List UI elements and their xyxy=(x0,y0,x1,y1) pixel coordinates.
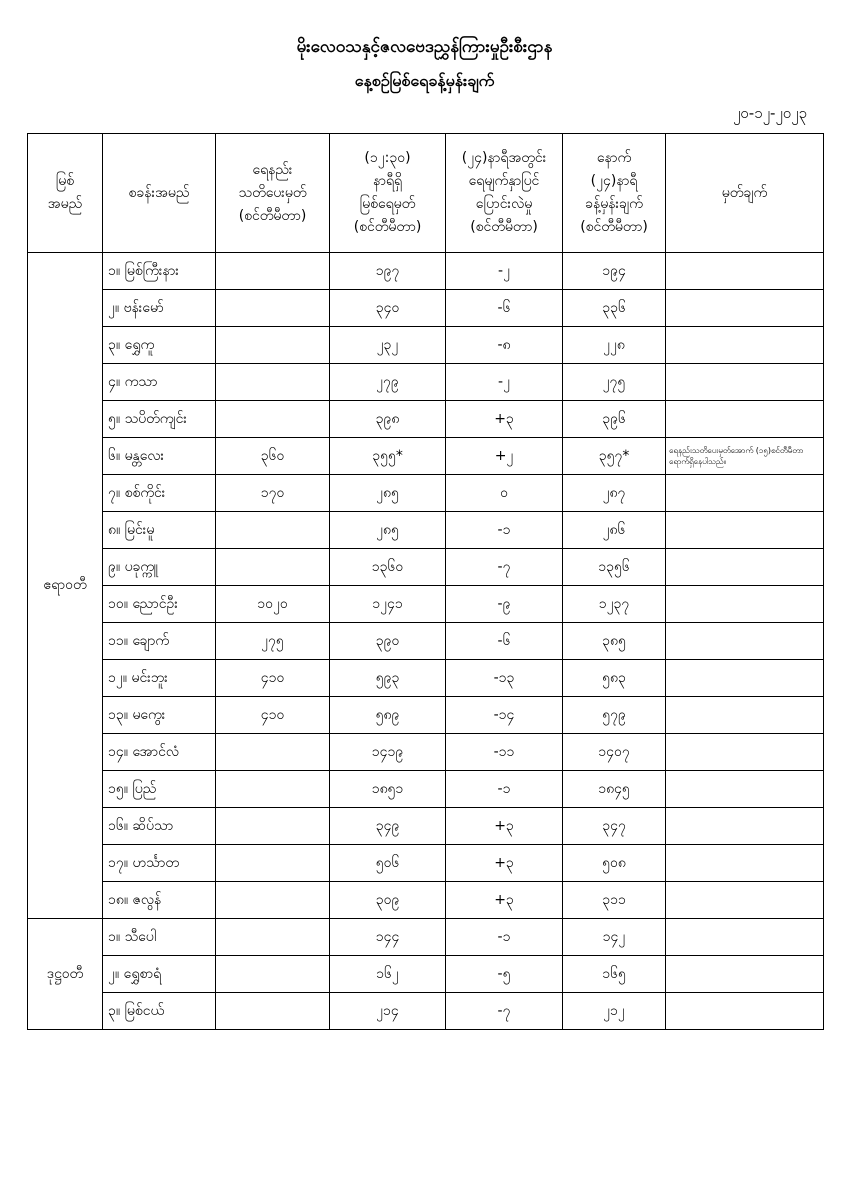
forecast-cell: ၁၄၂ xyxy=(563,919,666,956)
danger-cell xyxy=(216,549,330,586)
table-row xyxy=(28,771,824,808)
station-name-cell: ၅။ သပိတ်ကျင်း xyxy=(103,401,216,438)
table-row xyxy=(28,512,824,549)
table-row xyxy=(28,956,824,993)
remark-cell: ရေနည်းသတိပေးမှတ်အောက် (၁၅)စင်တီမီတာရောက်ရှိနေပါသည်။ xyxy=(666,438,824,475)
danger-cell: ၄၁၀ xyxy=(216,660,330,697)
observed-cell: ၁၄၁၉ xyxy=(330,734,446,771)
forecast-cell: ၅၇၉ xyxy=(563,697,666,734)
forecast-cell: ၁၄၀၇ xyxy=(563,734,666,771)
table-row xyxy=(28,697,824,734)
header-station: စခန်းအမည် xyxy=(103,134,216,253)
table-row xyxy=(28,253,824,290)
station-name-cell: ၁၈။ ဇလွန် xyxy=(103,882,216,919)
table-row xyxy=(28,401,824,438)
remark-cell xyxy=(666,290,824,327)
remark-cell xyxy=(666,808,824,845)
remark-cell xyxy=(666,401,824,438)
table-row xyxy=(28,660,824,697)
danger-cell: ၂၇၅ xyxy=(216,623,330,660)
observed-cell: ၂၈၅ xyxy=(330,475,446,512)
forecast-cell: ၃၁၁ xyxy=(563,882,666,919)
forecast-cell: ၃၅၇* xyxy=(563,438,666,475)
change-cell: -၆ xyxy=(446,290,563,327)
observed-cell: ၅၀၆ xyxy=(330,845,446,882)
observed-cell: ၁၂၄၁ xyxy=(330,586,446,623)
danger-cell xyxy=(216,290,330,327)
station-name-cell: ၁။ သီပေါ xyxy=(103,919,216,956)
header-forecast: နောက် (၂၄)နာရီ ခန့်မှန်းချက် (စင်တီမီတာ) xyxy=(563,134,666,253)
danger-cell xyxy=(216,956,330,993)
change-cell: +၃ xyxy=(446,808,563,845)
change-cell: -၁ xyxy=(446,512,563,549)
table-row xyxy=(28,438,824,475)
remark-cell xyxy=(666,882,824,919)
header-danger-level: ရေနည်း သတိပေးမှတ် (စင်တီမီတာ) xyxy=(216,134,330,253)
remark-cell xyxy=(666,697,824,734)
change-cell: -၉ xyxy=(446,586,563,623)
observed-cell: ၅၉၃ xyxy=(330,660,446,697)
remark-cell xyxy=(666,364,824,401)
observed-cell: ၁၈၅၁ xyxy=(330,771,446,808)
observed-cell: ၁၄၄ xyxy=(330,919,446,956)
danger-cell xyxy=(216,919,330,956)
observed-cell: ၅၈၉ xyxy=(330,697,446,734)
remark-cell xyxy=(666,475,824,512)
table-row xyxy=(28,327,824,364)
remark-cell xyxy=(666,734,824,771)
station-name-cell: ၂။ ဗန်းမော် xyxy=(103,290,216,327)
danger-cell xyxy=(216,771,330,808)
remark-cell xyxy=(666,845,824,882)
report-date: ၂၀-၁၂-၂၀၂၃ xyxy=(732,104,807,122)
observed-cell: ၃၄၀ xyxy=(330,290,446,327)
table-row xyxy=(28,993,824,1030)
station-name-cell: ၁၃။ မကွေး xyxy=(103,697,216,734)
forecast-cell: ၂၈၆ xyxy=(563,512,666,549)
danger-cell xyxy=(216,734,330,771)
change-cell: -၁ xyxy=(446,919,563,956)
remark-cell xyxy=(666,771,824,808)
table-row xyxy=(28,623,824,660)
observed-cell: ၃၄၉ xyxy=(330,808,446,845)
change-cell: -၁ xyxy=(446,771,563,808)
station-name-cell: ၆။ မန္တလေး xyxy=(103,438,216,475)
change-cell: -၈ xyxy=(446,327,563,364)
header-observed-level: (၁၂:၃၀) နာရီရှိ မြစ်ရေမှတ် (စင်တီမီတာ) xyxy=(330,134,446,253)
observed-cell: ၂၇၉ xyxy=(330,364,446,401)
table-row xyxy=(28,549,824,586)
danger-cell xyxy=(216,364,330,401)
forecast-cell: ၅၈၃ xyxy=(563,660,666,697)
forecast-cell: ၁၃၅၆ xyxy=(563,549,666,586)
remark-cell xyxy=(666,956,824,993)
remark-cell xyxy=(666,327,824,364)
danger-cell: ၃၆၀ xyxy=(216,438,330,475)
observed-cell: ၃၅၅* xyxy=(330,438,446,475)
danger-cell xyxy=(216,327,330,364)
forecast-cell: ၁၆၅ xyxy=(563,956,666,993)
remark-cell xyxy=(666,549,824,586)
station-name-cell: ၁၄။ အောင်လံ xyxy=(103,734,216,771)
header-river: မြစ် အမည် xyxy=(28,134,103,253)
observed-cell: ၁၆၂ xyxy=(330,956,446,993)
table-row xyxy=(28,475,824,512)
change-cell: ၀ xyxy=(446,475,563,512)
observed-cell: ၃၉၈ xyxy=(330,401,446,438)
remark-cell xyxy=(666,512,824,549)
page-title: မိုးလေဝသနှင့်ဇလဗေဒညွှန်ကြားမှုဦးစီးဌာန xyxy=(296,37,553,57)
station-name-cell: ၃။ မြစ်ငယ် xyxy=(103,993,216,1030)
table-row xyxy=(28,734,824,771)
observed-cell: ၂၃၂ xyxy=(330,327,446,364)
station-name-cell: ၇။ စစ်ကိုင်း xyxy=(103,475,216,512)
danger-cell xyxy=(216,512,330,549)
forecast-cell: ၃၄၇ xyxy=(563,808,666,845)
danger-cell xyxy=(216,401,330,438)
danger-cell xyxy=(216,845,330,882)
danger-cell: ၁၀၂၀ xyxy=(216,586,330,623)
observed-cell: ၃၉၀ xyxy=(330,623,446,660)
change-cell: -၇ xyxy=(446,549,563,586)
change-cell: +၂ xyxy=(446,438,563,475)
table-row xyxy=(28,290,824,327)
remark-cell xyxy=(666,660,824,697)
forecast-cell: ၁၉၄ xyxy=(563,253,666,290)
table-row xyxy=(28,364,824,401)
station-name-cell: ၉။ ပခုက္ကူ xyxy=(103,549,216,586)
forecast-cell: ၁၈၄၅ xyxy=(563,771,666,808)
station-name-cell: ၂။ ရွှေစာရံ xyxy=(103,956,216,993)
change-cell: -၂ xyxy=(446,364,563,401)
table-header-row xyxy=(28,134,824,253)
table-body xyxy=(28,253,824,1030)
station-name-cell: ၃။ ရွှေကူ xyxy=(103,327,216,364)
remark-cell xyxy=(666,253,824,290)
observed-cell: ၂၈၅ xyxy=(330,512,446,549)
station-name-cell: ၁၆။ ဆိပ်သာ xyxy=(103,808,216,845)
river-name-cell: ဧရာဝတီ xyxy=(28,253,103,919)
remark-cell xyxy=(666,993,824,1030)
table-row xyxy=(28,808,824,845)
change-cell: -၇ xyxy=(446,993,563,1030)
table-row xyxy=(28,882,824,919)
forecast-cell: ၂၇၅ xyxy=(563,364,666,401)
remark-cell xyxy=(666,586,824,623)
change-cell: +၃ xyxy=(446,882,563,919)
change-cell: -၁၃ xyxy=(446,660,563,697)
forecast-cell: ၃၉၆ xyxy=(563,401,666,438)
remark-cell xyxy=(666,919,824,956)
forecast-cell: ၁၂၃၇ xyxy=(563,586,666,623)
table-row xyxy=(28,586,824,623)
change-cell: +၃ xyxy=(446,401,563,438)
observed-cell: ၁၃၆၀ xyxy=(330,549,446,586)
change-cell: -၂ xyxy=(446,253,563,290)
forecast-cell: ၃၈၅ xyxy=(563,623,666,660)
change-cell: +၃ xyxy=(446,845,563,882)
station-name-cell: ၁။ မြစ်ကြီးနား xyxy=(103,253,216,290)
page-subtitle: နေ့စဉ်မြစ်ရေခန့်မှန်းချက် xyxy=(354,71,495,90)
danger-cell xyxy=(216,882,330,919)
station-name-cell: ၁၇။ ဟင်္သာတ xyxy=(103,845,216,882)
danger-cell xyxy=(216,808,330,845)
station-name-cell: ၁၀။ ညောင်ဦး xyxy=(103,586,216,623)
forecast-cell: ၂၂၈ xyxy=(563,327,666,364)
change-cell: -၁၁ xyxy=(446,734,563,771)
station-name-cell: ၁၅။ ပြည် xyxy=(103,771,216,808)
header-remark: မှတ်ချက် xyxy=(666,134,824,253)
remark-cell xyxy=(666,623,824,660)
station-name-cell: ၁၁။ ချောက် xyxy=(103,623,216,660)
station-name-cell: ၁၂။ မင်းဘူး xyxy=(103,660,216,697)
danger-cell xyxy=(216,993,330,1030)
change-cell: -၅ xyxy=(446,956,563,993)
danger-cell xyxy=(216,253,330,290)
observed-cell: ၃၀၉ xyxy=(330,882,446,919)
change-cell: -၆ xyxy=(446,623,563,660)
header-24h-change: (၂၄)နာရီအတွင်း ရေမျက်နှာပြင် ပြောင်းလဲမှု (စင်တီမီတာ) xyxy=(446,134,563,253)
station-name-cell: ၄။ ကသာ xyxy=(103,364,216,401)
observed-cell: ၁၉၇ xyxy=(330,253,446,290)
change-cell: -၁၄ xyxy=(446,697,563,734)
danger-cell: ၁၇၀ xyxy=(216,475,330,512)
forecast-cell: ၂၈၇ xyxy=(563,475,666,512)
table-row xyxy=(28,919,824,956)
forecast-cell: ၅၀၈ xyxy=(563,845,666,882)
forecast-cell: ၂၁၂ xyxy=(563,993,666,1030)
table-row xyxy=(28,845,824,882)
observed-cell: ၂၁၄ xyxy=(330,993,446,1030)
water-level-table xyxy=(27,133,824,1030)
forecast-cell: ၃၃၆ xyxy=(563,290,666,327)
station-name-cell: ၈။ မြင်းမူ xyxy=(103,512,216,549)
danger-cell: ၄၁၀ xyxy=(216,697,330,734)
river-name-cell: ဒုဋ္ဌဝတီ xyxy=(28,919,103,1030)
